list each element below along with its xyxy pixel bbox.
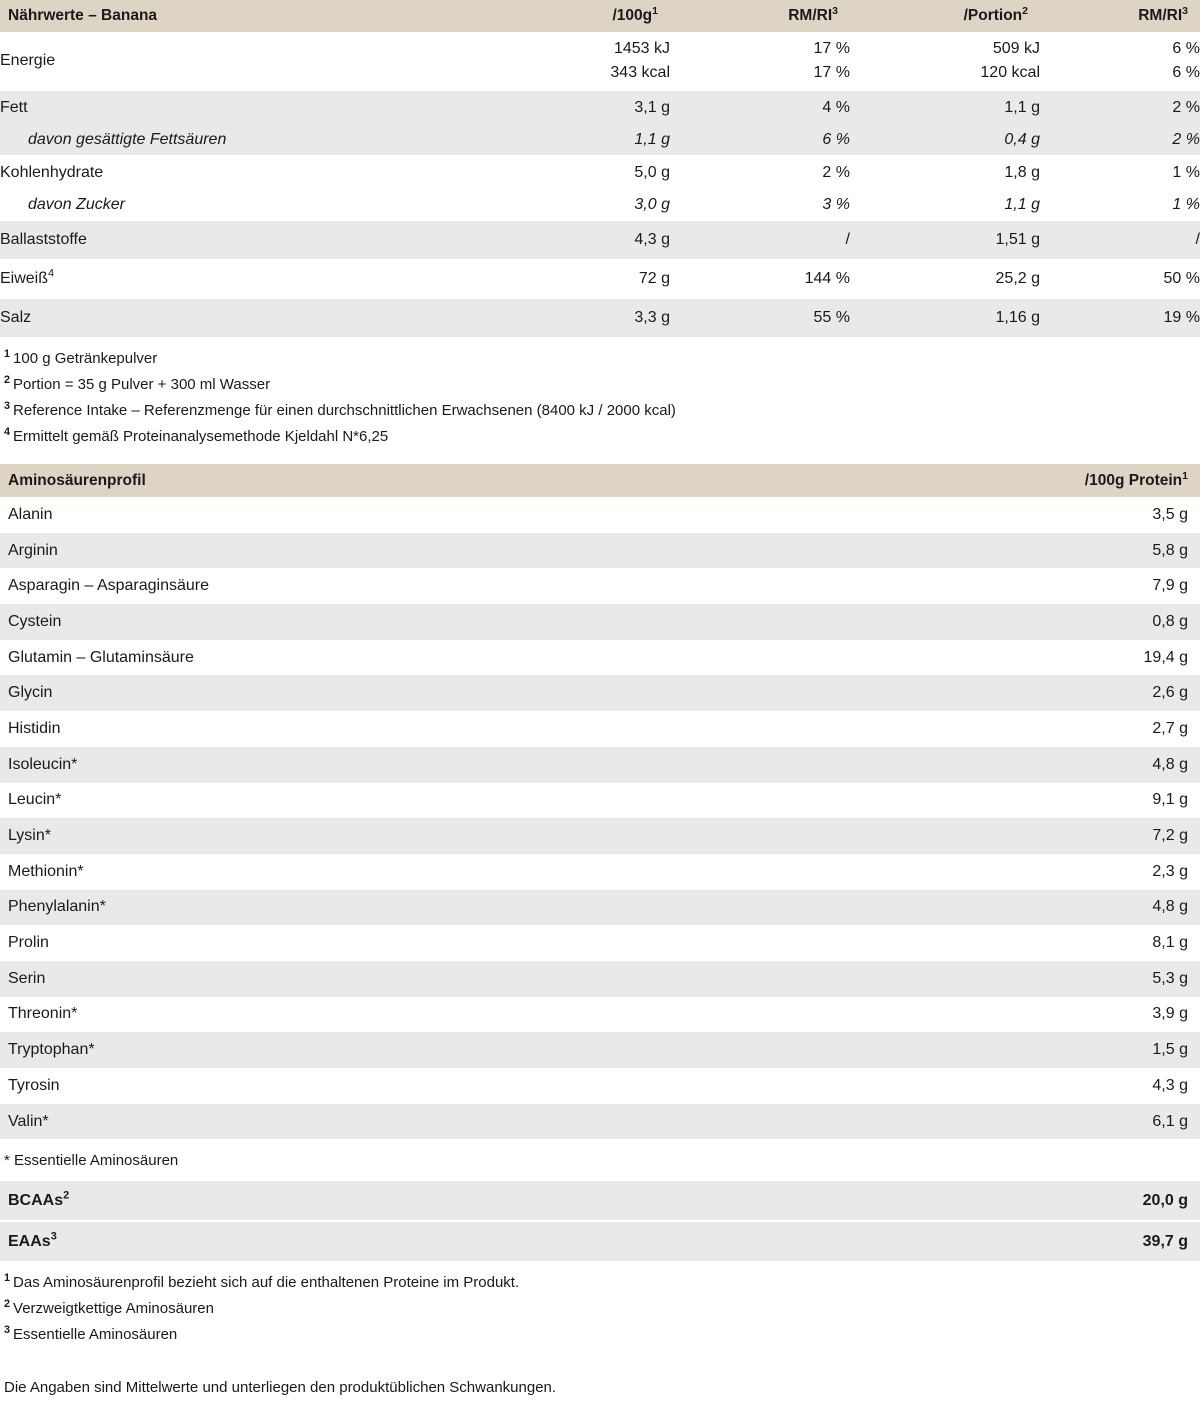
amino-label-valin: Valin* bbox=[0, 1104, 900, 1140]
row-value-fett-rmri1: 4 % bbox=[670, 91, 850, 124]
row-value-zucker-rmri2: 1 % bbox=[1040, 189, 1200, 220]
footnote-4-text: Ermittelt gemäß Proteinanalysemethode Kjeldahl N*6,25 bbox=[13, 428, 389, 445]
amino-label-lysin: Lysin* bbox=[0, 818, 900, 854]
row-value-fett-100g: 3,1 g bbox=[470, 91, 670, 124]
amino-column-header-sup: 1 bbox=[1182, 469, 1188, 482]
footnote-2 bbox=[4, 374, 1200, 403]
amino-label-leucin: Leucin* bbox=[0, 783, 900, 819]
table-row bbox=[0, 260, 1200, 298]
table-row bbox=[0, 1181, 1200, 1220]
amino-column-header-label: /100g Protein bbox=[1084, 471, 1183, 489]
amino-value-asparagin: 7,9 g bbox=[900, 568, 1200, 604]
column-header-per-portion bbox=[850, 0, 1040, 32]
footnote-1-marker: 1 bbox=[4, 348, 11, 360]
amino-value-glutamin: 19,4 g bbox=[900, 640, 1200, 676]
amino-value-arginin: 5,8 g bbox=[900, 533, 1200, 569]
amino-value-cystein: 0,8 g bbox=[900, 604, 1200, 640]
list-item bbox=[0, 854, 1200, 890]
amino-label-glutamin: Glutamin – Glutaminsäure bbox=[0, 640, 900, 676]
row-label-eiweiss bbox=[0, 260, 470, 298]
essential-amino-note: * Essentielle Aminosäuren bbox=[0, 1139, 1200, 1181]
amino-footnote-1-marker: 1 bbox=[4, 1272, 11, 1285]
amino-footnote-1 bbox=[4, 1272, 1200, 1301]
amino-value-lysin: 7,2 g bbox=[900, 818, 1200, 854]
list-item bbox=[0, 925, 1200, 961]
row-value-energie-portion: 509 kJ 120 kcal bbox=[850, 32, 1040, 90]
amino-footnote-3-marker: 3 bbox=[4, 1324, 11, 1337]
amino-column-header bbox=[900, 464, 1200, 497]
row-label-eiweiss-text: Eiweiß bbox=[0, 270, 49, 287]
row-value-energie-100g: 1453 kJ 343 kcal bbox=[470, 32, 670, 90]
footnote-3 bbox=[4, 400, 1200, 429]
list-item bbox=[0, 640, 1200, 676]
row-value-ballaststoffe-portion: 1,51 g bbox=[850, 221, 1040, 259]
total-label-bcaas-sup: 2 bbox=[63, 1189, 70, 1202]
row-value-ballaststoffe-rmri2: / bbox=[1040, 221, 1200, 259]
row-value-salz-rmri1: 55 % bbox=[670, 299, 850, 337]
amino-label-serin: Serin bbox=[0, 961, 900, 997]
row-label-kohlenhydrate: Kohlenhydrate bbox=[0, 156, 470, 189]
list-item bbox=[0, 497, 1200, 533]
amino-value-glycin: 2,6 g bbox=[900, 675, 1200, 711]
list-item bbox=[0, 533, 1200, 569]
column-header-per-100g-sup: 1 bbox=[652, 4, 658, 17]
list-item bbox=[0, 604, 1200, 640]
column-header-per-100g-label: /100g bbox=[612, 7, 653, 24]
column-header-per-portion-label: /Portion bbox=[963, 7, 1023, 24]
amino-totals-table bbox=[0, 1181, 1200, 1261]
row-value-gesaettigte-100g: 1,1 g bbox=[470, 124, 670, 155]
amino-acid-section bbox=[0, 464, 1200, 1261]
footnote-3-marker: 3 bbox=[4, 400, 11, 412]
row-label-energie: Energie bbox=[0, 32, 470, 90]
amino-value-tyrosin: 4,3 g bbox=[900, 1068, 1200, 1104]
amino-value-threonin: 3,9 g bbox=[900, 997, 1200, 1033]
amino-footnotes bbox=[0, 1261, 1200, 1353]
list-item bbox=[0, 747, 1200, 783]
row-value-eiweiss-rmri1: 144 % bbox=[670, 260, 850, 298]
row-label-fett: Fett bbox=[0, 91, 470, 124]
amino-acid-table-body bbox=[0, 464, 1200, 1139]
footnote-3-text: Reference Intake – Referenzmenge für einen durchschnittlichen Erwachsenen (8400 kJ / 2000 kcal) bbox=[13, 402, 676, 419]
list-item bbox=[0, 997, 1200, 1033]
amino-label-isoleucin: Isoleucin* bbox=[0, 747, 900, 783]
amino-footnote-1-text: Das Aminosäurenprofil bezieht sich auf die enthaltenen Proteine im Produkt. bbox=[13, 1274, 520, 1292]
total-label-bcaas-text: BCAAs bbox=[8, 1191, 64, 1209]
amino-label-phenylalanin: Phenylalanin* bbox=[0, 890, 900, 926]
amino-label-asparagin: Asparagin – Asparaginsäure bbox=[0, 568, 900, 604]
amino-value-alanin: 3,5 g bbox=[900, 497, 1200, 533]
table-row bbox=[0, 299, 1200, 337]
column-header-per-portion-sup: 2 bbox=[1022, 4, 1028, 17]
amino-footnote-3 bbox=[4, 1324, 1200, 1353]
row-value-gesaettigte-rmri2: 2 % bbox=[1040, 124, 1200, 155]
amino-label-prolin: Prolin bbox=[0, 925, 900, 961]
row-value-kohlenhydrate-portion: 1,8 g bbox=[850, 156, 1040, 189]
footnote-4-marker: 4 bbox=[4, 426, 11, 438]
row-value-zucker-portion: 1,1 g bbox=[850, 189, 1040, 220]
footnote-4 bbox=[4, 426, 1200, 455]
footnote-1-text: 100 g Getränkepulver bbox=[13, 350, 158, 367]
row-value-gesaettigte-rmri1: 6 % bbox=[670, 124, 850, 155]
list-item bbox=[0, 890, 1200, 926]
row-value-energie-rmri2: 6 % 6 % bbox=[1040, 32, 1200, 90]
nutrition-table-title: Nährwerte – Banana bbox=[0, 0, 470, 32]
amino-table-title: Aminosäurenprofil bbox=[0, 464, 900, 497]
amino-label-threonin: Threonin* bbox=[0, 997, 900, 1033]
column-header-rmri-1-sup: 3 bbox=[832, 4, 838, 17]
list-item bbox=[0, 783, 1200, 819]
column-header-rmri-2-sup: 3 bbox=[1182, 4, 1188, 17]
row-label-ballaststoffe: Ballaststoffe bbox=[0, 221, 470, 259]
footnote-1 bbox=[4, 348, 1200, 377]
amino-label-arginin: Arginin bbox=[0, 533, 900, 569]
list-item bbox=[0, 818, 1200, 854]
amino-value-methionin: 2,3 g bbox=[900, 854, 1200, 890]
amino-value-isoleucin: 4,8 g bbox=[900, 747, 1200, 783]
row-value-ballaststoffe-100g: 4,3 g bbox=[470, 221, 670, 259]
list-item bbox=[0, 568, 1200, 604]
amino-label-cystein: Cystein bbox=[0, 604, 900, 640]
amino-footnote-2-marker: 2 bbox=[4, 1298, 11, 1311]
table-row bbox=[0, 156, 1200, 189]
footnote-2-marker: 2 bbox=[4, 374, 11, 386]
amino-value-tryptophan: 1,5 g bbox=[900, 1032, 1200, 1068]
amino-label-tyrosin: Tyrosin bbox=[0, 1068, 900, 1104]
amino-value-histidin: 2,7 g bbox=[900, 711, 1200, 747]
column-header-rmri-2-label: RM/RI bbox=[1138, 7, 1183, 24]
row-label-eiweiss-sup: 4 bbox=[48, 267, 55, 280]
row-value-energie-rmri1: 17 % 17 % bbox=[670, 32, 850, 90]
row-label-zucker: davon Zucker bbox=[0, 189, 470, 220]
column-header-per-100g bbox=[470, 0, 670, 32]
row-value-eiweiss-100g: 72 g bbox=[470, 260, 670, 298]
row-value-zucker-rmri1: 3 % bbox=[670, 189, 850, 220]
table-row bbox=[0, 189, 1200, 220]
total-label-eaas-sup: 3 bbox=[50, 1230, 57, 1243]
total-label-bcaas bbox=[0, 1181, 900, 1220]
list-item bbox=[0, 711, 1200, 747]
row-value-kohlenhydrate-rmri2: 1 % bbox=[1040, 156, 1200, 189]
list-item bbox=[0, 961, 1200, 997]
amino-footnote-2 bbox=[4, 1298, 1200, 1327]
row-value-fett-portion: 1,1 g bbox=[850, 91, 1040, 124]
row-label-gesaettigte-fettsaeuren: davon gesättigte Fettsäuren bbox=[0, 124, 470, 155]
amino-value-phenylalanin: 4,8 g bbox=[900, 890, 1200, 926]
row-value-fett-rmri2: 2 % bbox=[1040, 91, 1200, 124]
amino-table-header-row bbox=[0, 464, 1200, 497]
amino-label-glycin: Glycin bbox=[0, 675, 900, 711]
table-row bbox=[0, 1222, 1200, 1261]
amino-value-serin: 5,3 g bbox=[900, 961, 1200, 997]
nutrition-footnotes bbox=[0, 337, 1200, 455]
column-header-rmri-2 bbox=[1040, 0, 1200, 32]
nutrition-table-header-row bbox=[0, 0, 1200, 32]
nutrition-table-body bbox=[0, 0, 1200, 337]
amino-value-valin: 6,1 g bbox=[900, 1104, 1200, 1140]
total-label-eaas-text: EAAs bbox=[8, 1232, 51, 1250]
amino-label-methionin: Methionin* bbox=[0, 854, 900, 890]
row-value-salz-portion: 1,16 g bbox=[850, 299, 1040, 337]
table-row bbox=[0, 32, 1200, 90]
list-item bbox=[0, 1032, 1200, 1068]
column-header-rmri-1 bbox=[670, 0, 850, 32]
closing-note: Die Angaben sind Mittelwerte und unterliegen den produktüblichen Schwankungen. bbox=[4, 1379, 557, 1397]
row-value-gesaettigte-portion: 0,4 g bbox=[850, 124, 1040, 155]
row-value-eiweiss-rmri2: 50 % bbox=[1040, 260, 1200, 298]
row-value-salz-rmri2: 19 % bbox=[1040, 299, 1200, 337]
row-value-kohlenhydrate-100g: 5,0 g bbox=[470, 156, 670, 189]
amino-totals-body bbox=[0, 1181, 1200, 1261]
row-value-eiweiss-portion: 25,2 g bbox=[850, 260, 1040, 298]
table-row bbox=[0, 124, 1200, 155]
list-item bbox=[0, 1104, 1200, 1140]
row-value-salz-100g: 3,3 g bbox=[470, 299, 670, 337]
amino-value-prolin: 8,1 g bbox=[900, 925, 1200, 961]
list-item bbox=[0, 1068, 1200, 1104]
total-value-eaas: 39,7 g bbox=[900, 1222, 1200, 1261]
total-value-bcaas: 20,0 g bbox=[900, 1181, 1200, 1220]
total-label-eaas bbox=[0, 1222, 900, 1261]
row-value-ballaststoffe-rmri1: / bbox=[670, 221, 850, 259]
row-value-kohlenhydrate-rmri1: 2 % bbox=[670, 156, 850, 189]
amino-label-tryptophan: Tryptophan* bbox=[0, 1032, 900, 1068]
amino-footnote-3-text: Essentielle Aminosäuren bbox=[13, 1326, 178, 1344]
table-row bbox=[0, 91, 1200, 124]
table-row bbox=[0, 221, 1200, 259]
row-label-salz: Salz bbox=[0, 299, 470, 337]
amino-label-alanin: Alanin bbox=[0, 497, 900, 533]
nutrition-table bbox=[0, 0, 1200, 337]
amino-value-leucin: 9,1 g bbox=[900, 783, 1200, 819]
footnote-2-text: Portion = 35 g Pulver + 300 ml Wasser bbox=[13, 376, 271, 393]
amino-label-histidin: Histidin bbox=[0, 711, 900, 747]
amino-footnote-2-text: Verzweigtkettige Aminosäuren bbox=[13, 1300, 214, 1318]
amino-acid-table bbox=[0, 464, 1200, 1139]
column-header-rmri-1-label: RM/RI bbox=[788, 7, 833, 24]
row-value-zucker-100g: 3,0 g bbox=[470, 189, 670, 220]
list-item bbox=[0, 675, 1200, 711]
